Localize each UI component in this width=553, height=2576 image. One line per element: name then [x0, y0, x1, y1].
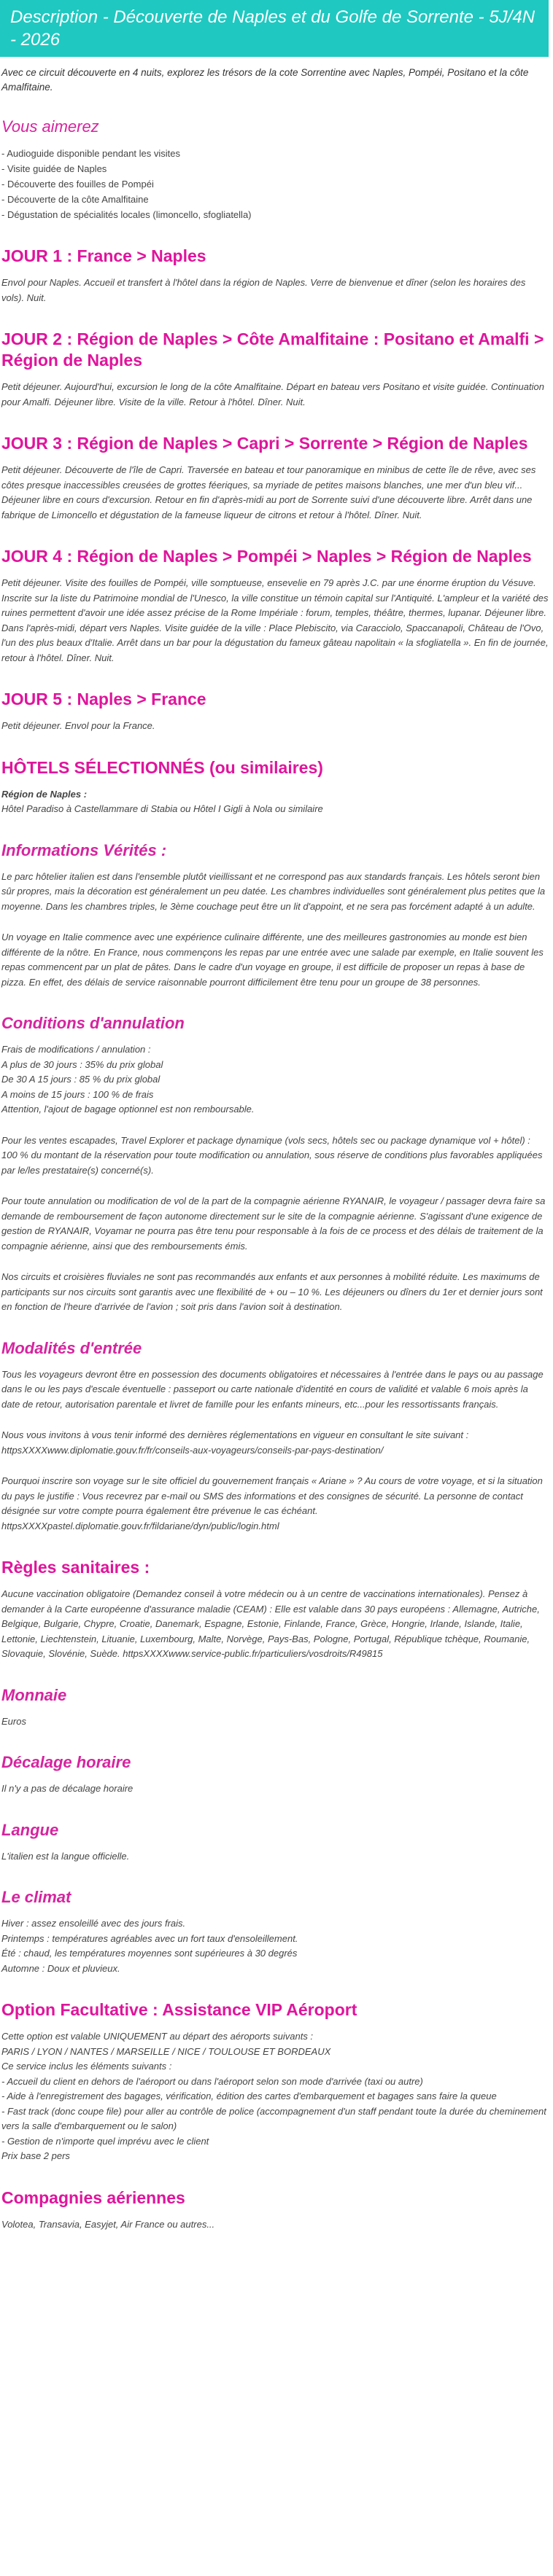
fee-line: A moins de 15 jours : 100 % de frais — [1, 1088, 154, 1100]
monnaie-text: Euros — [1, 1715, 26, 1727]
day-2 — [1, 329, 549, 410]
section-title-langue: Langue — [1, 1820, 59, 1839]
vip-text — [1, 2029, 549, 2164]
day-title: JOUR 3 : Région de Naples > Capri > Sorrente > Région de Naples — [1, 434, 528, 453]
section-title-hotels: HÔTELS SÉLECTIONNÉS (ou similaires) — [1, 757, 323, 777]
day-title: JOUR 2 : Région de Naples > Côte Amalfitaine : Positano et Amalfi > Région de Naples — [1, 329, 544, 370]
section-title-decalage: Décalage horaire — [1, 1753, 131, 1771]
list-item: - Découverte de la côte Amalfitaine — [1, 194, 149, 205]
vip-line: - Accueil du client en dehors de l'aéroport ou dans l'aéroport selon son mode d'arrivée (taxi ou autre) — [1, 2075, 423, 2087]
compagnies-text: Volotea, Transavia, Easyjet, Air France ou autres... — [1, 2218, 215, 2230]
paragraph: Nous vous invitons à vous tenir informé des dernières réglementations en vigueur en consultant le site suivant : httpsXXXXwww.diplomatie.gouv.fr/fr/conseils-aux-voyageurs/conseils-par-pays-destination/ — [1, 1429, 469, 1456]
section-title-entree: Modalités d'entrée — [1, 1338, 142, 1357]
climat-text — [1, 1916, 549, 1976]
day-title: JOUR 5 : Naples > France — [1, 690, 206, 709]
paragraph: Le parc hôtelier italien est dans l'ensemble plutôt vieillissant et ne correspond pas aux standards français. Les hôtels seront bien sûr propres, mais la décoration est généralement un peu datée. Les chambres individuelles sont généralement plus petites que la moyenne. Dans les chambres triples, le 3ème couchage peut être un lit d'appoint, et ne sera pas forcément adapté à un adulte. — [1, 870, 546, 912]
vip-line: Prix base 2 pers — [1, 2150, 70, 2161]
paragraph: Pourquoi inscrire son voyage sur le site officiel du gouvernement français « Ariane » ? Au cours de votre voyage, et si la situation du pays le justifie : Vous recevrez par e-mail ou SMS des informations et des consignes de sécurité. La personne de contact désignée sur votre compte pourra également être prévenue le cas échéant. httpsXXXXpastel.diplomatie.gouv.fr/fildariane/dyn/public/login.html — [1, 1475, 543, 1531]
vip-line: - Aide à l'enregistrement des bagages, vérification, édition des cartes d'embarquement et bagages sans faire la queue — [1, 2091, 497, 2101]
fee-line: Attention, l'ajout de bagage optionnel est non remboursable. — [1, 1104, 255, 1115]
day-1 — [1, 246, 549, 305]
section-langue — [1, 1820, 549, 1865]
paragraph: Tous les voyageurs devront être en possession des documents obligatoires et nécessaires à l'entrée dans le pays ou au passage dans le ou les pays d'escale éventuelle : passeport ou carte nationale d'identité en cours de validité et valable 6 mois après la date de retour, autorisation parentale et livret de famille pour les enfants mineurs, etc...pour les ressortissants français. — [1, 1368, 544, 1410]
intro-text: Avec ce circuit découverte en 4 nuits, explorez les trésors de la cote Sorrentine avec Naples, Pompéi, Positano et la côte Amalfitaine. — [1, 67, 529, 93]
list-item: - Dégustation de spécialités locales (limoncello, sfogliatella) — [1, 209, 252, 220]
section-title-verites: Informations Vérités : — [1, 840, 167, 859]
day-title: JOUR 1 : France > Naples — [1, 246, 206, 265]
day-description: Petit déjeuner. Découverte de l'île de Capri. Traversée en bateau et tour panoramique en minibus de cette île de rêve, avec ses côtes presque inaccessibles creusées de grottes féeriques, sa myriade de petites maisons blanches, une mer d'un bleu vif... Déjeuner libre en cours d'excursion. Retour en fin d'après-midi au port de Sorrente suivi d'une découverte libre. Arrêt dans une fabrique de Limoncello et dégustation de la fameuse liqueur de citrons et retour à l'hôtel. Dîner. Nuit. — [1, 464, 536, 520]
section-entree — [1, 1338, 549, 1534]
section-compagnies — [1, 2187, 549, 2233]
section-title-annulation: Conditions d'annulation — [1, 1014, 185, 1032]
verites-text — [1, 870, 549, 991]
section-vous-aimerez — [1, 117, 549, 222]
hotel-region: Région de Naples : — [1, 788, 88, 800]
list-item: - Audioguide disponible pendant les visites — [1, 148, 181, 159]
fee-line: Frais de modifications / annulation : — [1, 1044, 151, 1055]
day-5 — [1, 689, 549, 734]
vip-line: - Gestion de n'importe quel imprévu avec le client — [1, 2135, 209, 2147]
fees-list — [1, 1042, 549, 1117]
hotels-info — [1, 787, 549, 817]
section-title-vous-aimerez: Vous aimerez — [1, 117, 99, 136]
day-description: Petit déjeuner. Aujourd'hui, excursion le long de la côte Amalfitaine. Départ en bateau vers Positano et visite guidée. Continuation pour Amalfi. Déjeuner libre. Visite de la ville. Retour à l'hôtel. Dîner. Nuit. — [1, 381, 544, 407]
climate-line: Printemps : températures agréables avec un fort taux d'ensoleillement. — [1, 1932, 298, 1944]
climate-line: Automne : Doux et pluvieux. — [1, 1962, 120, 1974]
day-title: JOUR 4 : Région de Naples > Pompéi > Naples > Région de Naples — [1, 547, 532, 566]
section-title-sanitaires: Règles sanitaires : — [1, 1558, 150, 1577]
day-description: Envol pour Naples. Accueil et transfert à l'hôtel dans la région de Naples. Verre de bienvenue et dîner (selon les horaires des vols). Nuit. — [1, 277, 526, 303]
section-monnaie — [1, 1685, 549, 1730]
section-verites — [1, 840, 549, 991]
paragraph: Nos circuits et croisières fluviales ne sont pas recommandés aux enfants et aux personnes à mobilité réduite. Les maximums de participants sur nos circuits sont garantis avec une flexibilité de + ou – 10 %. Les déjeuners ou dîners du 1er et dernier jours sont en fonction de l'heure d'arrivée de l'avion ; soit pris dans l'avion soit à destination. — [1, 1271, 543, 1312]
section-hotels — [1, 757, 549, 817]
section-title-monnaie: Monnaie — [1, 1685, 67, 1704]
vip-line: Ce service inclus les éléments suivants : — [1, 2061, 172, 2072]
sanitaires-text: Aucune vaccination obligatoire (Demandez conseil à votre médecin ou à un centre de vaccinations internationales). Pensez à demander à la Carte européenne d'assurance maladie (CEAM) : Elle est valable dans 30 pays européens : Allemagne, Autriche, Belgique, Bulgarie, Chypre, Croatie, Danemark, Espagne, Estonie, Finlande, France, Grèce, Hongrie, Irlande, Islande, Italie, Lettonie, Liechtenstein, Lituanie, Luxembourg, Malte, Norvège, Pays-Bas, Pologne, Portugal, République tchèque, Roumanie, Slovaquie, Slovénie, Suède. httpsXXXXwww.service-public.fr/particuliers/vosdroits/R49815 — [1, 1588, 540, 1659]
vip-line: - Fast track (donc coupe file) pour aller au contrôle de police (accompagnement d'un staff pendant toute la durée du cheminement vers la salle d'embarquement ou le salon) — [1, 2105, 546, 2131]
entree-text — [1, 1367, 549, 1534]
day-3 — [1, 433, 549, 523]
paragraph: Pour toute annulation ou modification de vol de la part de la compagnie aérienne RYANAIR, le voyageur / passager devra faire sa demande de remboursement de façon autonome directement sur le site de la compagnie aérienne. S'agissant d'une exigence de gestion de RYANAIR, Voyamar ne pourra pas être tenu pour responsable à la fois de ce process et des délais de traitement de la compagnie aérienne, ainsi que des remboursements émis. — [1, 1195, 546, 1252]
section-vip — [1, 1999, 549, 2164]
day-description: Petit déjeuner. Envol pour la France. — [1, 720, 155, 731]
hotel-names: Hôtel Paradiso à Castellammare di Stabia ou Hôtel I Gigli à Nola ou similaire — [1, 803, 323, 814]
list-item: - Visite guidée de Naples — [1, 163, 107, 174]
day-4 — [1, 546, 549, 666]
section-sanitaires — [1, 1557, 549, 1662]
vip-line: Cette option est valable UNIQUEMENT au départ des aéroports suivants : — [1, 2031, 314, 2042]
decalage-text: Il n'y a pas de décalage horaire — [1, 1783, 134, 1794]
fee-line: A plus de 30 jours : 35% du prix global — [1, 1058, 163, 1070]
annulation-text — [1, 1042, 549, 1315]
day-description: Petit déjeuner. Visite des fouilles de Pompéi, ville somptueuse, ensevelie en 79 après J.C. par une énorme éruption du Vésuve. Inscrite sur la liste du Patrimoine mondial de l'Unesco, la ville constitue un témoin capital sur l'Antiquité. L'ampleur et la variété des ruines permettent d'avoir une idée assez précise de la Rome Impériale : forum, temples, théâtre, thermes, lupanar. Déjeuner libre. Dans l'après-midi, départ vers Naples. Visite guidée de la ville : Place Plebiscito, via Caracciolo, Spaccanapoli, Château de l'Ovo, l'un des plus beaux d'Italie. Arrêt dans un bar pour la dégustation du fameux gâteau napolitain « la sfogliatella ». En fin de journée, retour à l'hôtel. Dîner. Nuit. — [1, 577, 549, 663]
list-item: - Découverte des fouilles de Pompéi — [1, 179, 154, 190]
langue-text: L'italien est la langue officielle. — [1, 1850, 130, 1862]
page-title: Description - Découverte de Naples et du Golfe de Sorrente - 5J/4N - 2026 — [0, 0, 549, 57]
paragraph: Pour les ventes escapades, Travel Explorer et package dynamique (vols secs, hôtels sec ou package dynamique vol + hôtel) : 100 % du montant de la réservation pour toute modification ou annulation, sous réserve de conditions plus favorables appliquées par le/les prestataire(s) concerné(s). — [1, 1134, 543, 1176]
paragraph: Un voyage en Italie commence avec une expérience culinaire différente, une des meilleures gastronomies au monde est bien différente de la nôtre. En France, nous commençons les repas par une entrée avec une salade par exemple, en Italie souvent les repas commencent par un plat de pâtes. Dans le cadre d'un voyage en groupe, il est difficile de proposer un repas à base de pizza. En effet, des délais de service raisonnable pourront difficilement être tenu pour un groupe de 38 personnes. — [1, 932, 544, 988]
fee-line: De 30 A 15 jours : 85 % du prix global — [1, 1074, 161, 1085]
section-annulation — [1, 1013, 549, 1315]
climate-line: Hiver : assez ensoleillé avec des jours frais. — [1, 1918, 186, 1929]
section-title-compagnies: Compagnies aériennes — [1, 2187, 185, 2207]
highlights-list — [1, 146, 549, 222]
section-climat — [1, 1887, 549, 1976]
section-title-vip: Option Facultative : Assistance VIP Aéroport — [1, 2000, 357, 2019]
vip-line: PARIS / LYON / NANTES / MARSEILLE / NICE / TOULOUSE ET BORDEAUX — [1, 2045, 331, 2057]
section-title-climat: Le climat — [1, 1888, 71, 1906]
section-decalage — [1, 1752, 549, 1797]
climate-line: Été : chaud, les températures moyennes sont supérieures à 30 degrés — [1, 1948, 298, 1959]
